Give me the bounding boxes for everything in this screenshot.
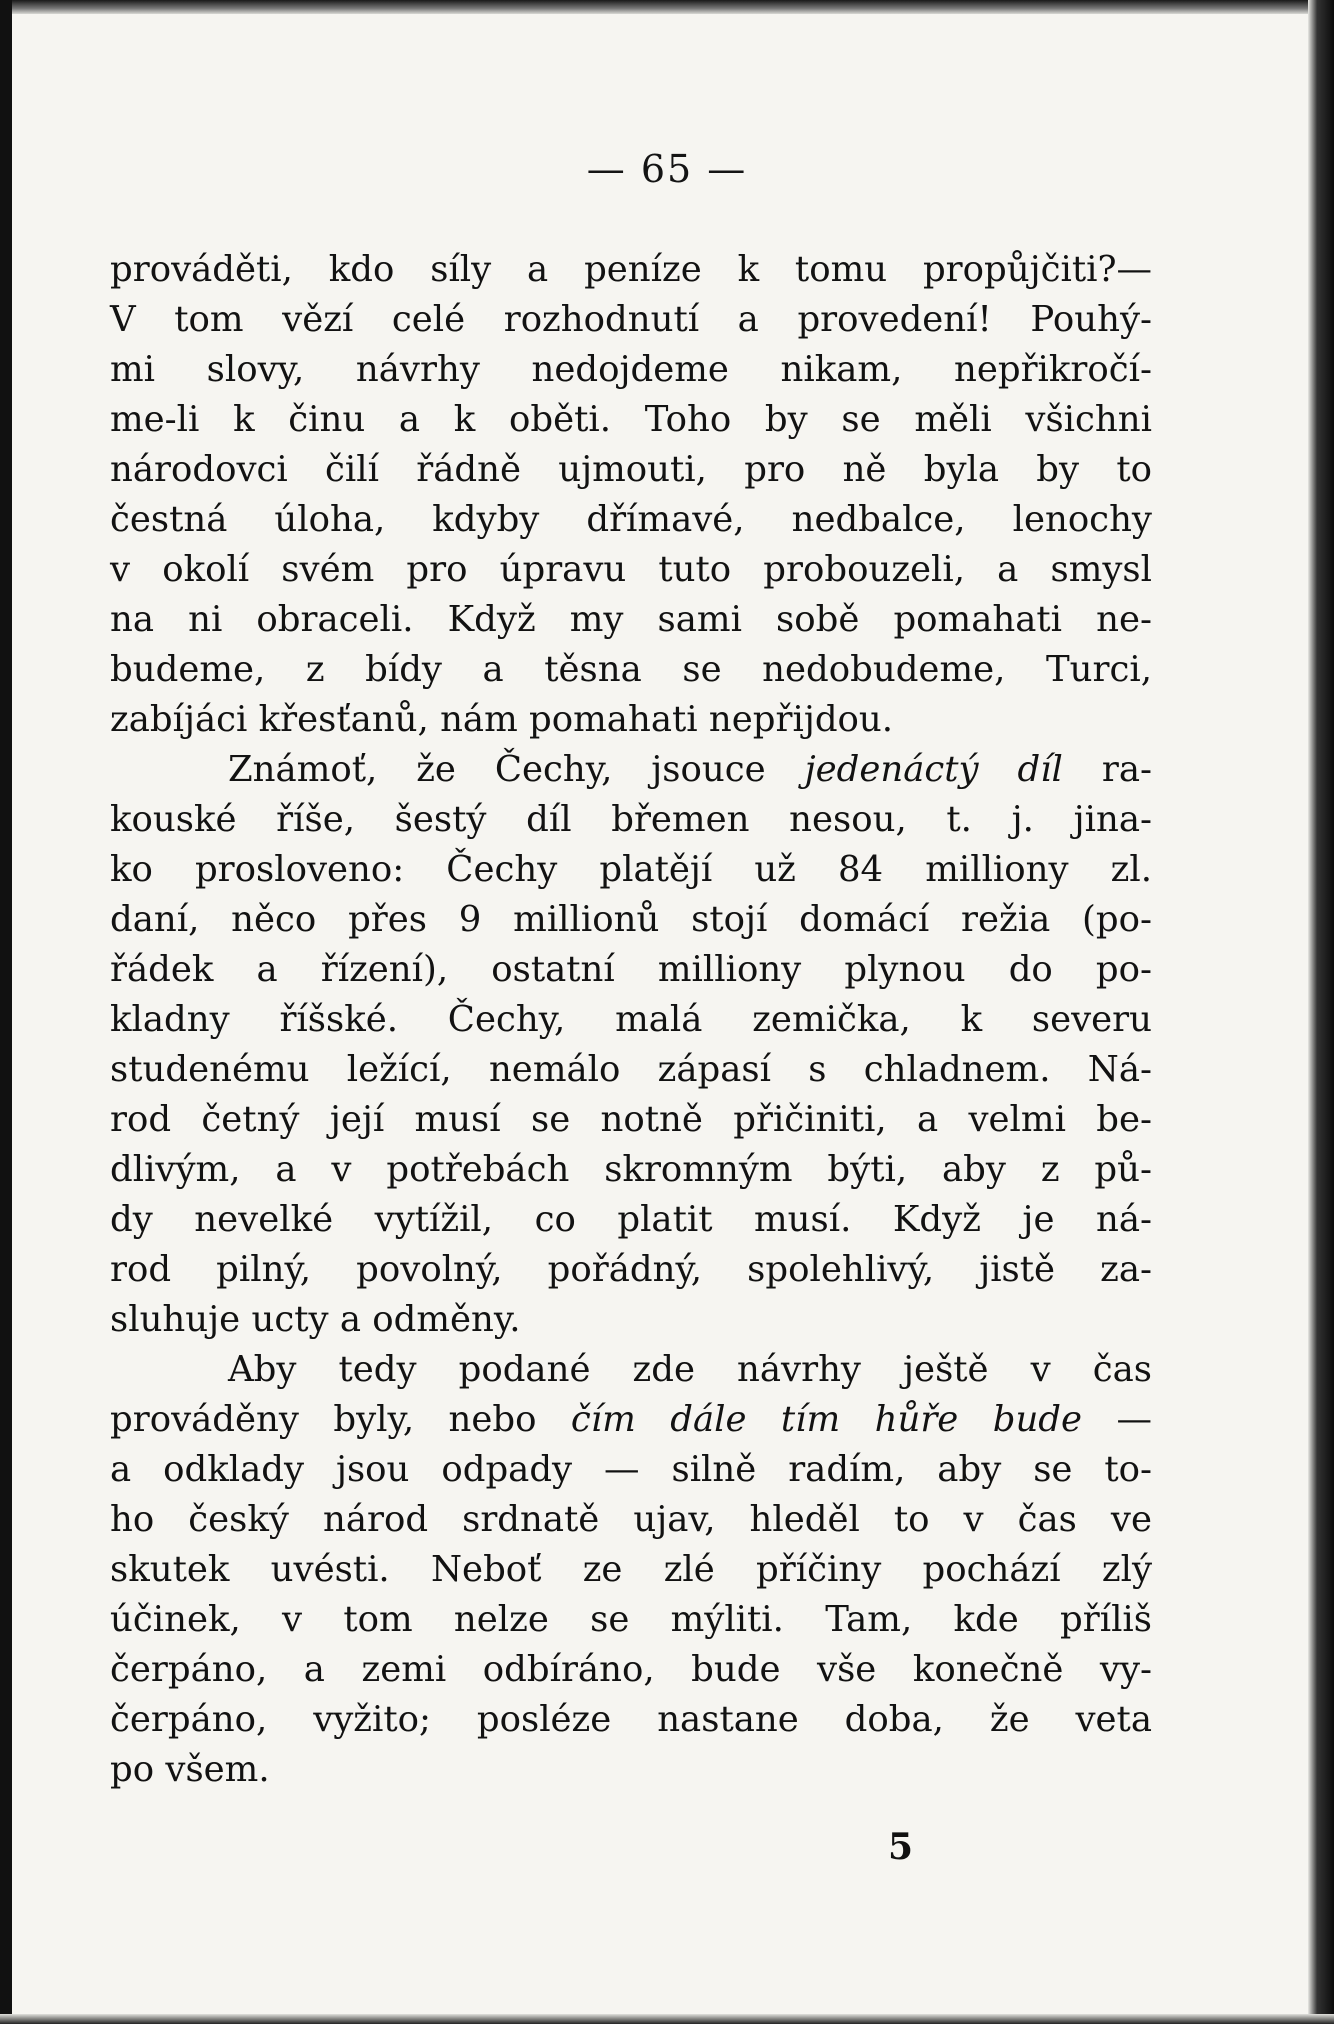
text-line-paragraph-start xyxy=(110,745,1152,795)
text-line: účinek, v tom nelze se mýliti. Tam, kde příliš xyxy=(110,1599,1152,1640)
text-line: v okolí svém pro úpravu tuto probouzeli, a smysl xyxy=(110,549,1152,590)
text-line: daní, něco přes 9 millionů stojí domácí režia (po- xyxy=(110,899,1152,940)
text-segment: Známoť, že Čechy, jsouce xyxy=(228,749,766,790)
italic-phrase: čím dále tím hůře bude xyxy=(570,1399,1083,1440)
italic-phrase: jedenáctý díl xyxy=(804,749,1063,790)
signature-mark: 5 xyxy=(888,1826,914,1868)
text-line: po všem. xyxy=(110,1749,270,1790)
text-line: rod pilný, povolný, pořádný, spolehlivý, jistě za- xyxy=(110,1249,1152,1290)
text-line: studenému ležící, nemálo zápasí s chladnem. Ná- xyxy=(110,1049,1152,1090)
text-line: na ni obraceli. Když my sami sobě pomahati ne- xyxy=(110,599,1152,640)
text-line: ko prosloveno: Čechy platějí už 84 milliony zl. xyxy=(110,849,1152,890)
page-number-header: — 65 — xyxy=(586,147,748,191)
text-line: ho český národ srdnatě ujav, hleděl to v čas ve xyxy=(110,1499,1152,1540)
text-line: rod četný její musí se notně přičiniti, a velmi be- xyxy=(110,1099,1152,1140)
text-line: národovci čilí řádně ujmouti, pro ně byla by to xyxy=(110,449,1152,490)
text-line: zabíjáci křesťanů, nám pomahati nepřijdou. xyxy=(110,699,894,740)
text-segment: — xyxy=(1116,1399,1152,1440)
page-edge-right xyxy=(1308,0,1334,2024)
text-line xyxy=(110,1395,1152,1445)
text-line: a odklady jsou odpady — silně radím, aby se to- xyxy=(110,1449,1152,1490)
text-line: řádek a řízení), ostatní milliony plynou do po- xyxy=(110,949,1152,990)
text-line: budeme, z bídy a těsna se nedobudeme, Turci, xyxy=(110,649,1152,690)
text-line: dlivým, a v potřebách skromným býti, aby z pů- xyxy=(110,1149,1152,1190)
text-line: čestná úloha, kdyby dřímavé, nedbalce, lenochy xyxy=(110,499,1152,540)
text-line-paragraph-start: Aby tedy podané zde návrhy ještě v čas xyxy=(228,1349,1152,1390)
page-edge-top xyxy=(0,0,1334,14)
text-line: prováděti, kdo síly a peníze k tomu propůjčiti?— xyxy=(110,249,1152,290)
text-line: dy nevelké vytížil, co platit musí. Když je ná- xyxy=(110,1199,1152,1240)
text-segment: prováděny byly, nebo xyxy=(110,1399,537,1440)
page-edge-left xyxy=(0,0,12,2024)
page-edge-bottom xyxy=(0,2014,1334,2024)
text-line: skutek uvésti. Neboť ze zlé příčiny pochází zlý xyxy=(110,1549,1152,1590)
text-line: V tom vězí celé rozhodnutí a provedení! Pouhý- xyxy=(110,299,1152,340)
text-line: čerpáno, a zemi odbíráno, bude vše konečně vy- xyxy=(110,1649,1152,1690)
text-line: sluhuje ucty a odměny. xyxy=(110,1299,521,1340)
text-line: čerpáno, vyžito; posléze nastane doba, že veta xyxy=(110,1699,1152,1740)
text-segment: ra- xyxy=(1101,749,1152,790)
text-line: kladny říšské. Čechy, malá zemička, k severu xyxy=(110,999,1152,1040)
body-text xyxy=(110,245,1152,1795)
text-line: me-li k činu a k oběti. Toho by se měli všichni xyxy=(110,399,1152,440)
text-line: kouské říše, šestý díl břemen nesou, t. j. jina- xyxy=(110,799,1152,840)
text-line: mi slovy, návrhy nedojdeme nikam, nepřikročí- xyxy=(110,349,1152,390)
